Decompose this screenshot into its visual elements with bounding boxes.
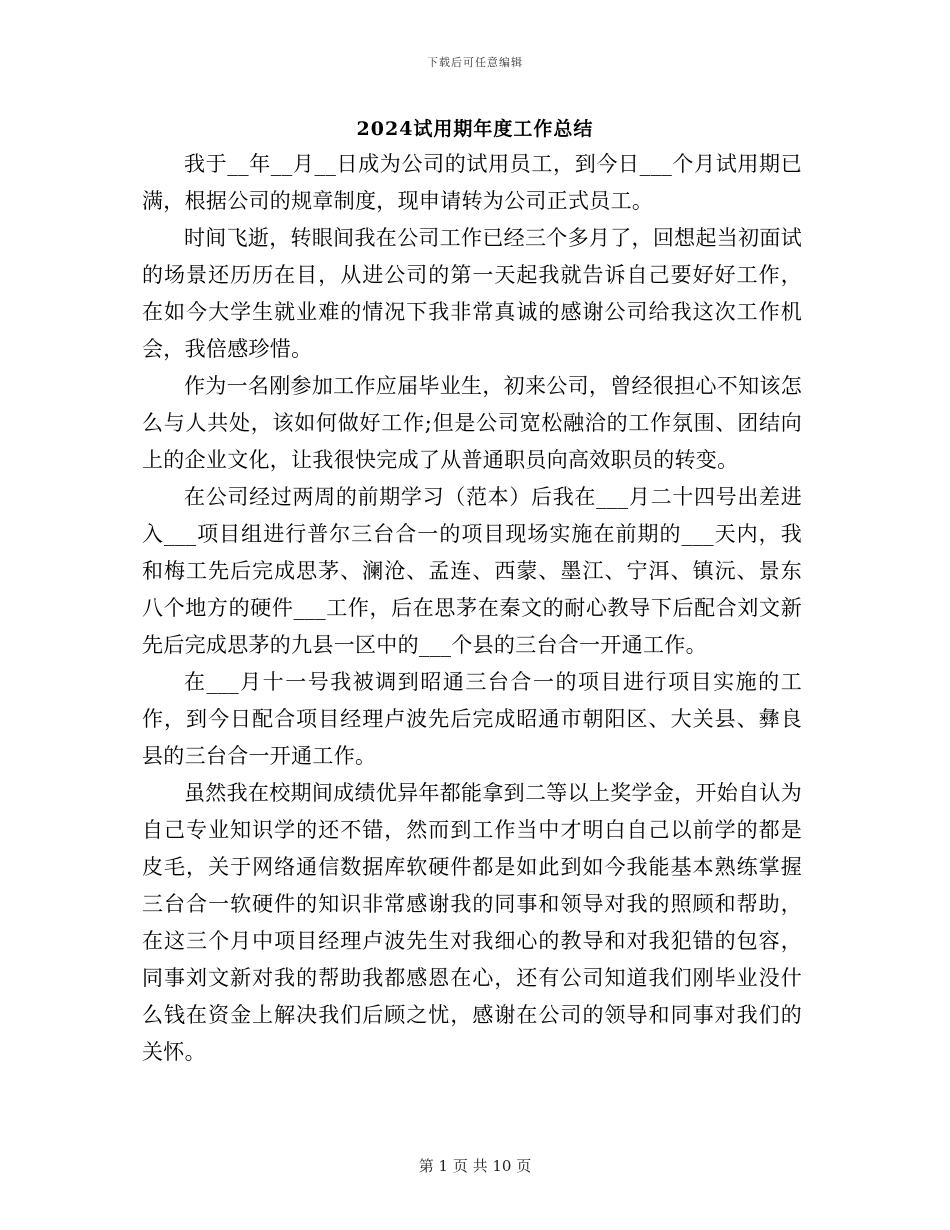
paragraph: 虽然我在校期间成绩优异年都能拿到二等以上奖学金，开始自认为自己专业知识学的还不错，然而到工作当中才明白自己以前学的都是皮毛，关于网络通信数据库软硬件都是如此到如今我能基本熟练掌握三台合一软硬件的知识非常感谢我的同事和领导对我的照顾和帮助，在这三个月中项目经理卢波先生对我细心的教导和对我犯错的包容，同事刘文新对我的帮助我都感恩在心，还有公司知道我们刚毕业没什么钱在资金上解决我们后顾之忧，感谢在公司的领导和同事对我们的关怀。 [142,781,802,1064]
paragraph: 在___月十一号我被调到昭通三台合一的项目进行项目实施的工作，到今日配合项目经理卢波先后完成昭通市朝阳区、大关县、彝良县的三台合一开通工作。 [142,670,802,768]
document-body [142,146,802,1071]
document-title: 2024试用期年度工作总结 [356,118,594,140]
paragraph: 我于__年__月__日成为公司的试用员工，到今日___个月试用期已满，根据公司的规章制度，现申请转为公司正式员工。 [142,152,802,213]
paragraph: 时间飞逝，转眼间我在公司工作已经三个多月了，回想起当初面试的场景还历历在目，从进公司的第一天起我就告诉自己要好好工作，在如今大学生就业难的情况下我非常真诚的感谢公司给我这次工作机会，我倍感珍惜。 [142,226,802,361]
header-note: 下载后可任意编辑 [427,56,523,69]
page-number: 第 1 页 共 10 页 [418,1157,532,1175]
paragraph: 在公司经过两周的前期学习（范本）后我在___月二十四号出差进入___项目组进行普尔三台合一的项目现场实施在前期的___天内，我和梅工先后完成思茅、澜沧、孟连、西蒙、墨江、宁洱、镇沅、景东八个地方的硬件___工作，后在思茅在秦文的耐心教导下后配合刘文新先后完成思茅的九县一区中的___个县的三台合一开通工作。 [142,485,802,657]
paragraph: 作为一名刚参加工作应届毕业生，初来公司，曾经很担心不知该怎么与人共处，该如何做好工作;但是公司宽松融洽的工作氛围、团结向上的企业文化，让我很快完成了从普通职员向高效职员的转变。 [142,374,802,472]
